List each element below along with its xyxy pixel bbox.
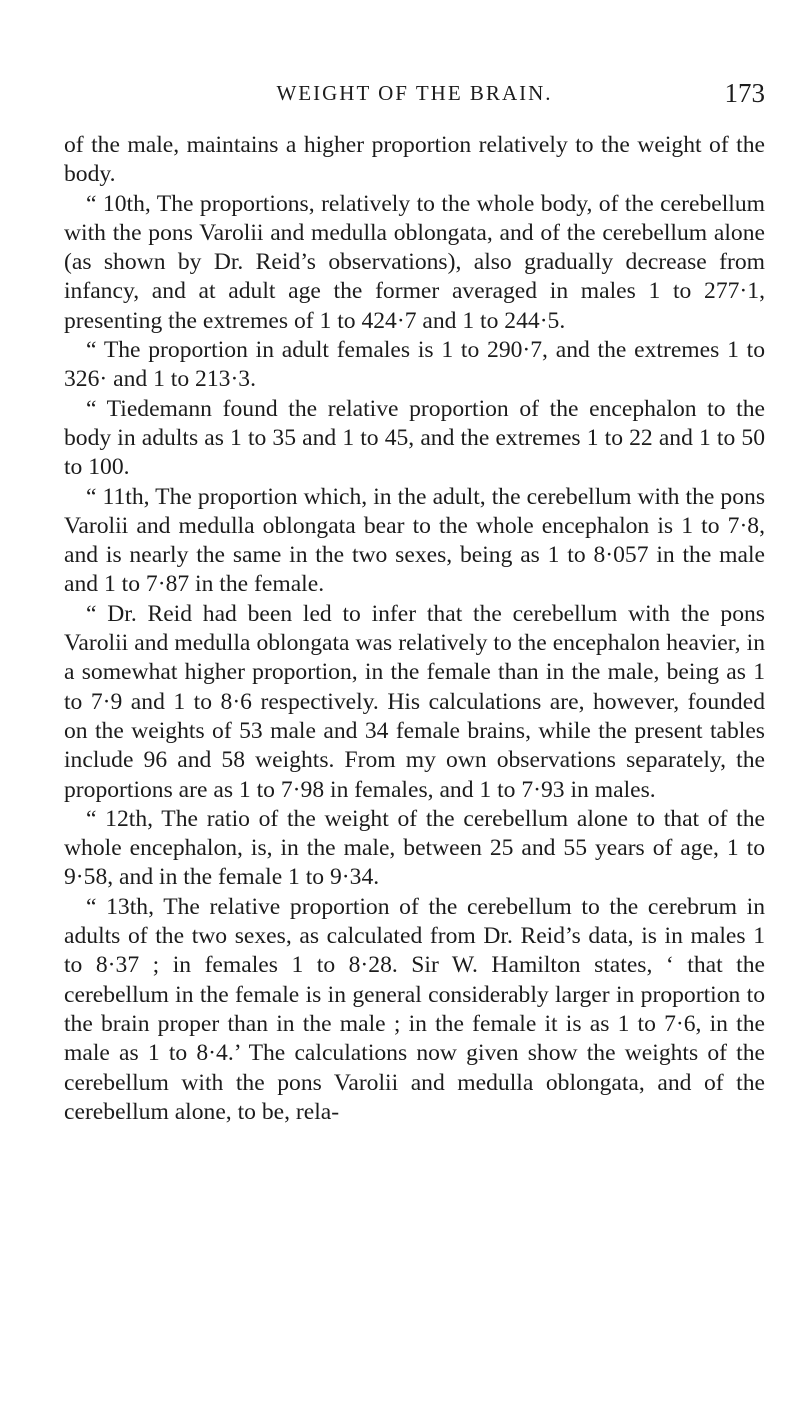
paragraph-10th: “ 10th, The proportions, relatively to the whole body, of the cerebellum with the pons Varolii and medulla oblongata, and of the cerebellum alone (as shown by Dr. Reid’s observations), also gradually decrease from infancy, and at adult age the former averaged in males 1 to 277·1, presenting the extremes of 1 to 424·7 and 1 to 244·5. — [64, 190, 765, 334]
page-header — [64, 78, 765, 118]
running-title: WEIGHT OF THE BRAIN. — [276, 81, 553, 105]
page-number: 173 — [724, 78, 765, 108]
paragraph-dr-reid: “ Dr. Reid had been led to infer that the cerebellum with the pons Varolii and medulla oblongata was relatively to the encephalon heavier, in a somewhat higher proportion, in the female than in the male, being as 1 to 7·9 and 1 to 8·6 respectively. His calculations are, however, founded on the weights of 53 male and 34 female brains, while the present tables include 96 and 58 weights. From my own observations separately, the proportions are as 1 to 7·98 in females, and 1 to 7·93 in males. — [64, 600, 765, 803]
paragraph-continued: of the male, maintains a higher proportion relatively to the weight of the body. — [64, 132, 765, 188]
body-text — [64, 131, 765, 1127]
paragraph-tiedemann: “ Tiedemann found the relative proportion of the encephalon to the body in adults as 1 to 35 and 1 to 45, and the extremes 1 to 22 and 1 to 50 to 100. — [64, 395, 765, 481]
paragraph-12th: “ 12th, The ratio of the weight of the cerebellum alone to that of the whole encephalon, is, in the male, between 25 and 55 years of age, 1 to 9·58, and in the female 1 to 9·34. — [64, 805, 765, 891]
paragraph-13th: “ 13th, The relative proportion of the cerebellum to the cerebrum in adults of the two sexes, as calculated from Dr. Reid’s data, is in males 1 to 8·37 ; in females 1 to 8·28. Sir W. Hamilton states, ‘ that the cerebellum in the female is in general considerably larger in proportion to the brain proper than in the male ; in the female it is as 1 to 7·6, in the male as 1 to 8·4.’ The calculations now given show the weights of the cerebellum with the pons Varolii and medulla oblongata, and of the cerebellum alone, to be, rela- — [64, 893, 765, 1125]
paragraph-11th: “ 11th, The proportion which, in the adult, the cerebellum with the pons Varolii and medulla oblongata bear to the whole encephalon is 1 to 7·8, and is nearly the same in the two sexes, being as 1 to 8·057 in the male and 1 to 7·87 in the female. — [64, 483, 765, 598]
paragraph-adult-females: “ The proportion in adult females is 1 to 290·7, and the extremes 1 to 326· and 1 to 213·3. — [64, 337, 765, 393]
